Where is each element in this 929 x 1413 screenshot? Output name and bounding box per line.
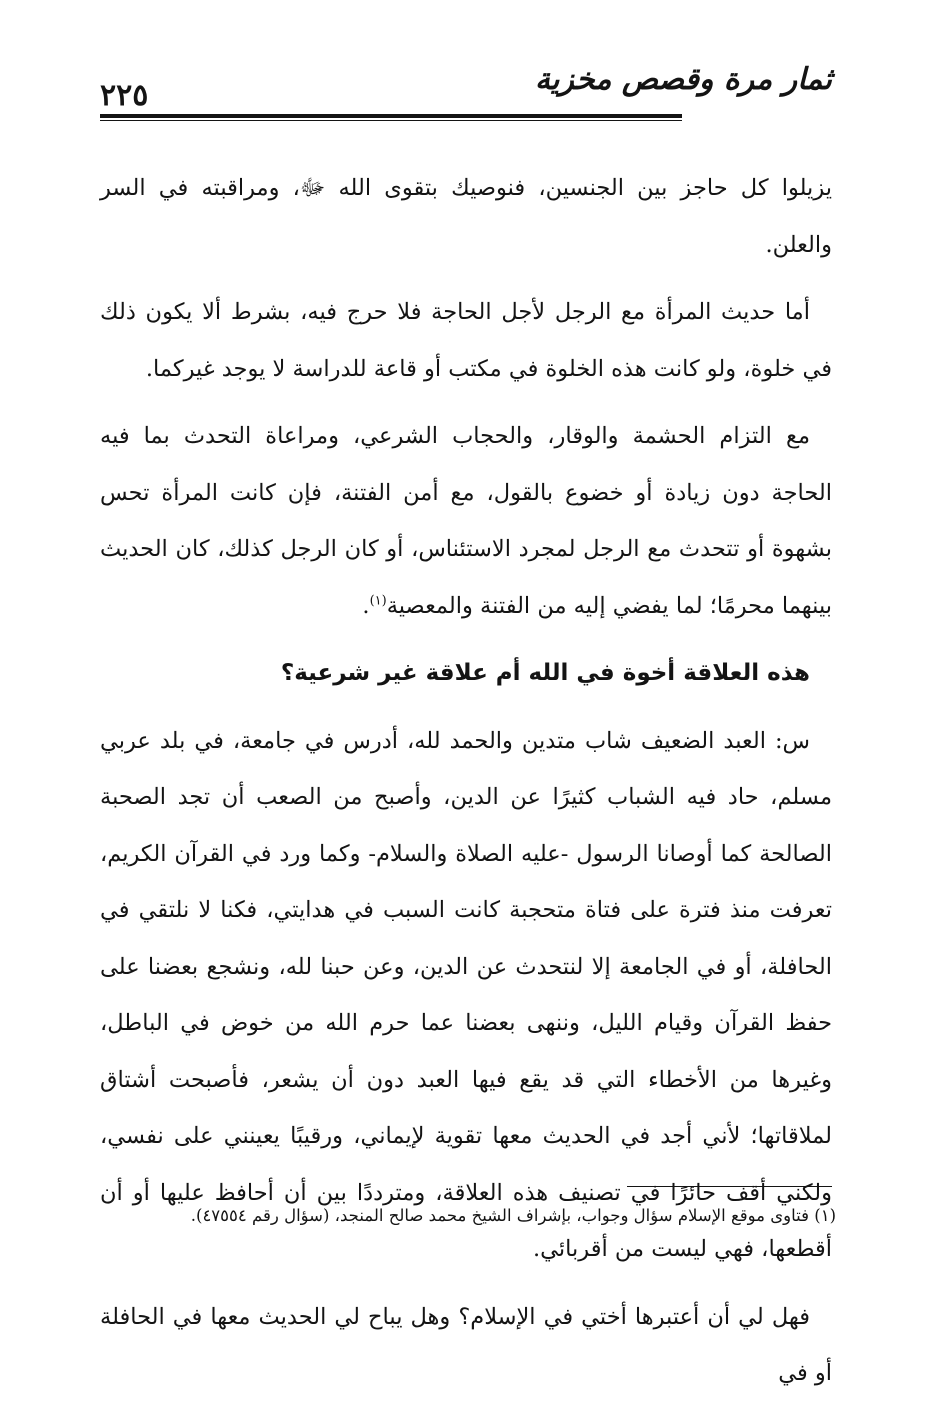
paragraph-question: س: العبد الضعيف شاب متدين والحمد لله، أدرس في جامعة، في بلد عربي مسلم، حاد فيه الشباب كثيرًا عن الدين، وأصبح من الصعب أن تجد الصحبة الصالحة كما أوصانا الرسول -عليه الصلاة والسلام- وكما ورد في القرآن الكريم، تعرفت منذ فترة على فتاة متحجبة كانت السبب في هدايتي، فكنا لا نلتقي في الحافلة، أو في الجامعة إلا لنتحدث عن الدين، وعن حبنا لله، ونشجع بعضنا على حفظ القرآن وقيام الليل، وننهى بعضنا عما حرم الله من خوض في الباطل، وغيرها من الأخطاء التي قد يقع فيها العبد دون أن يشعر، فأصبحت أشتاق لملاقاتها؛ لأني أجد في الحديث معها تقوية لإيماني، ورقيبًا يعينني على نفسي، ولكني أقف حائرًا في تصنيف هذه العلاقة، ومترددًا بين أن أحافظ عليها أو أن أقطعها، فهي ليست من أقربائي. — [100, 727, 832, 1262]
footnote: (١) فتاوى موقع الإسلام سؤال وجواب، بإشراف الشيخ محمد صالح المنجد، (سؤال رقم ٤٧٥٥٤). — [190, 1206, 836, 1225]
section-heading: هذه العلاقة أخوة في الله أم علاقة غير شرعية؟ — [280, 660, 810, 686]
paragraph-continuation: يزيلوا كل حاجز بين الجنسين، فنوصيك بتقوى الله ﷻ، ومراقبته في السر والعلن. — [100, 175, 832, 258]
paragraph-decorum-end: . — [362, 592, 370, 619]
page-header — [100, 62, 832, 132]
page-number: ٢٢٥ — [100, 78, 149, 113]
paragraph-decorum-text: مع التزام الحشمة والوقار، والحجاب الشرعي، ومراعاة التحدث بما فيه الحاجة دون زيادة أو خضوع بالقول، مع أمن الفتنة، فإن كانت المرأة تحس بشهوة أو تتحدث مع الرجل لمجرد الاستئناس، أو كان الرجل كذلك، كان الحديث بينهما محرمًا؛ لما يفضي إليه من الفتنة والمعصية — [100, 423, 832, 619]
book-title: ثمار مرة وقصص مخزية — [534, 62, 832, 97]
paragraph-question-followup: فهل لي أن أعتبرها أختي في الإسلام؟ وهل يباح لي الحديث معها في الحافلة أو في — [100, 1303, 832, 1386]
footnote-reference[interactable]: (١) — [369, 593, 387, 608]
paragraph-decorum — [100, 408, 832, 634]
paragraph-conditions: أما حديث المرأة مع الرجل لأجل الحاجة فلا حرج فيه، بشرط ألا يكون ذلك في خلوة، ولو كانت هذه الخلوة في مكتب أو قاعة للدراسة لا يوجد غيركما. — [100, 299, 832, 382]
header-rule — [100, 114, 682, 118]
footnote-separator — [627, 1186, 832, 1187]
